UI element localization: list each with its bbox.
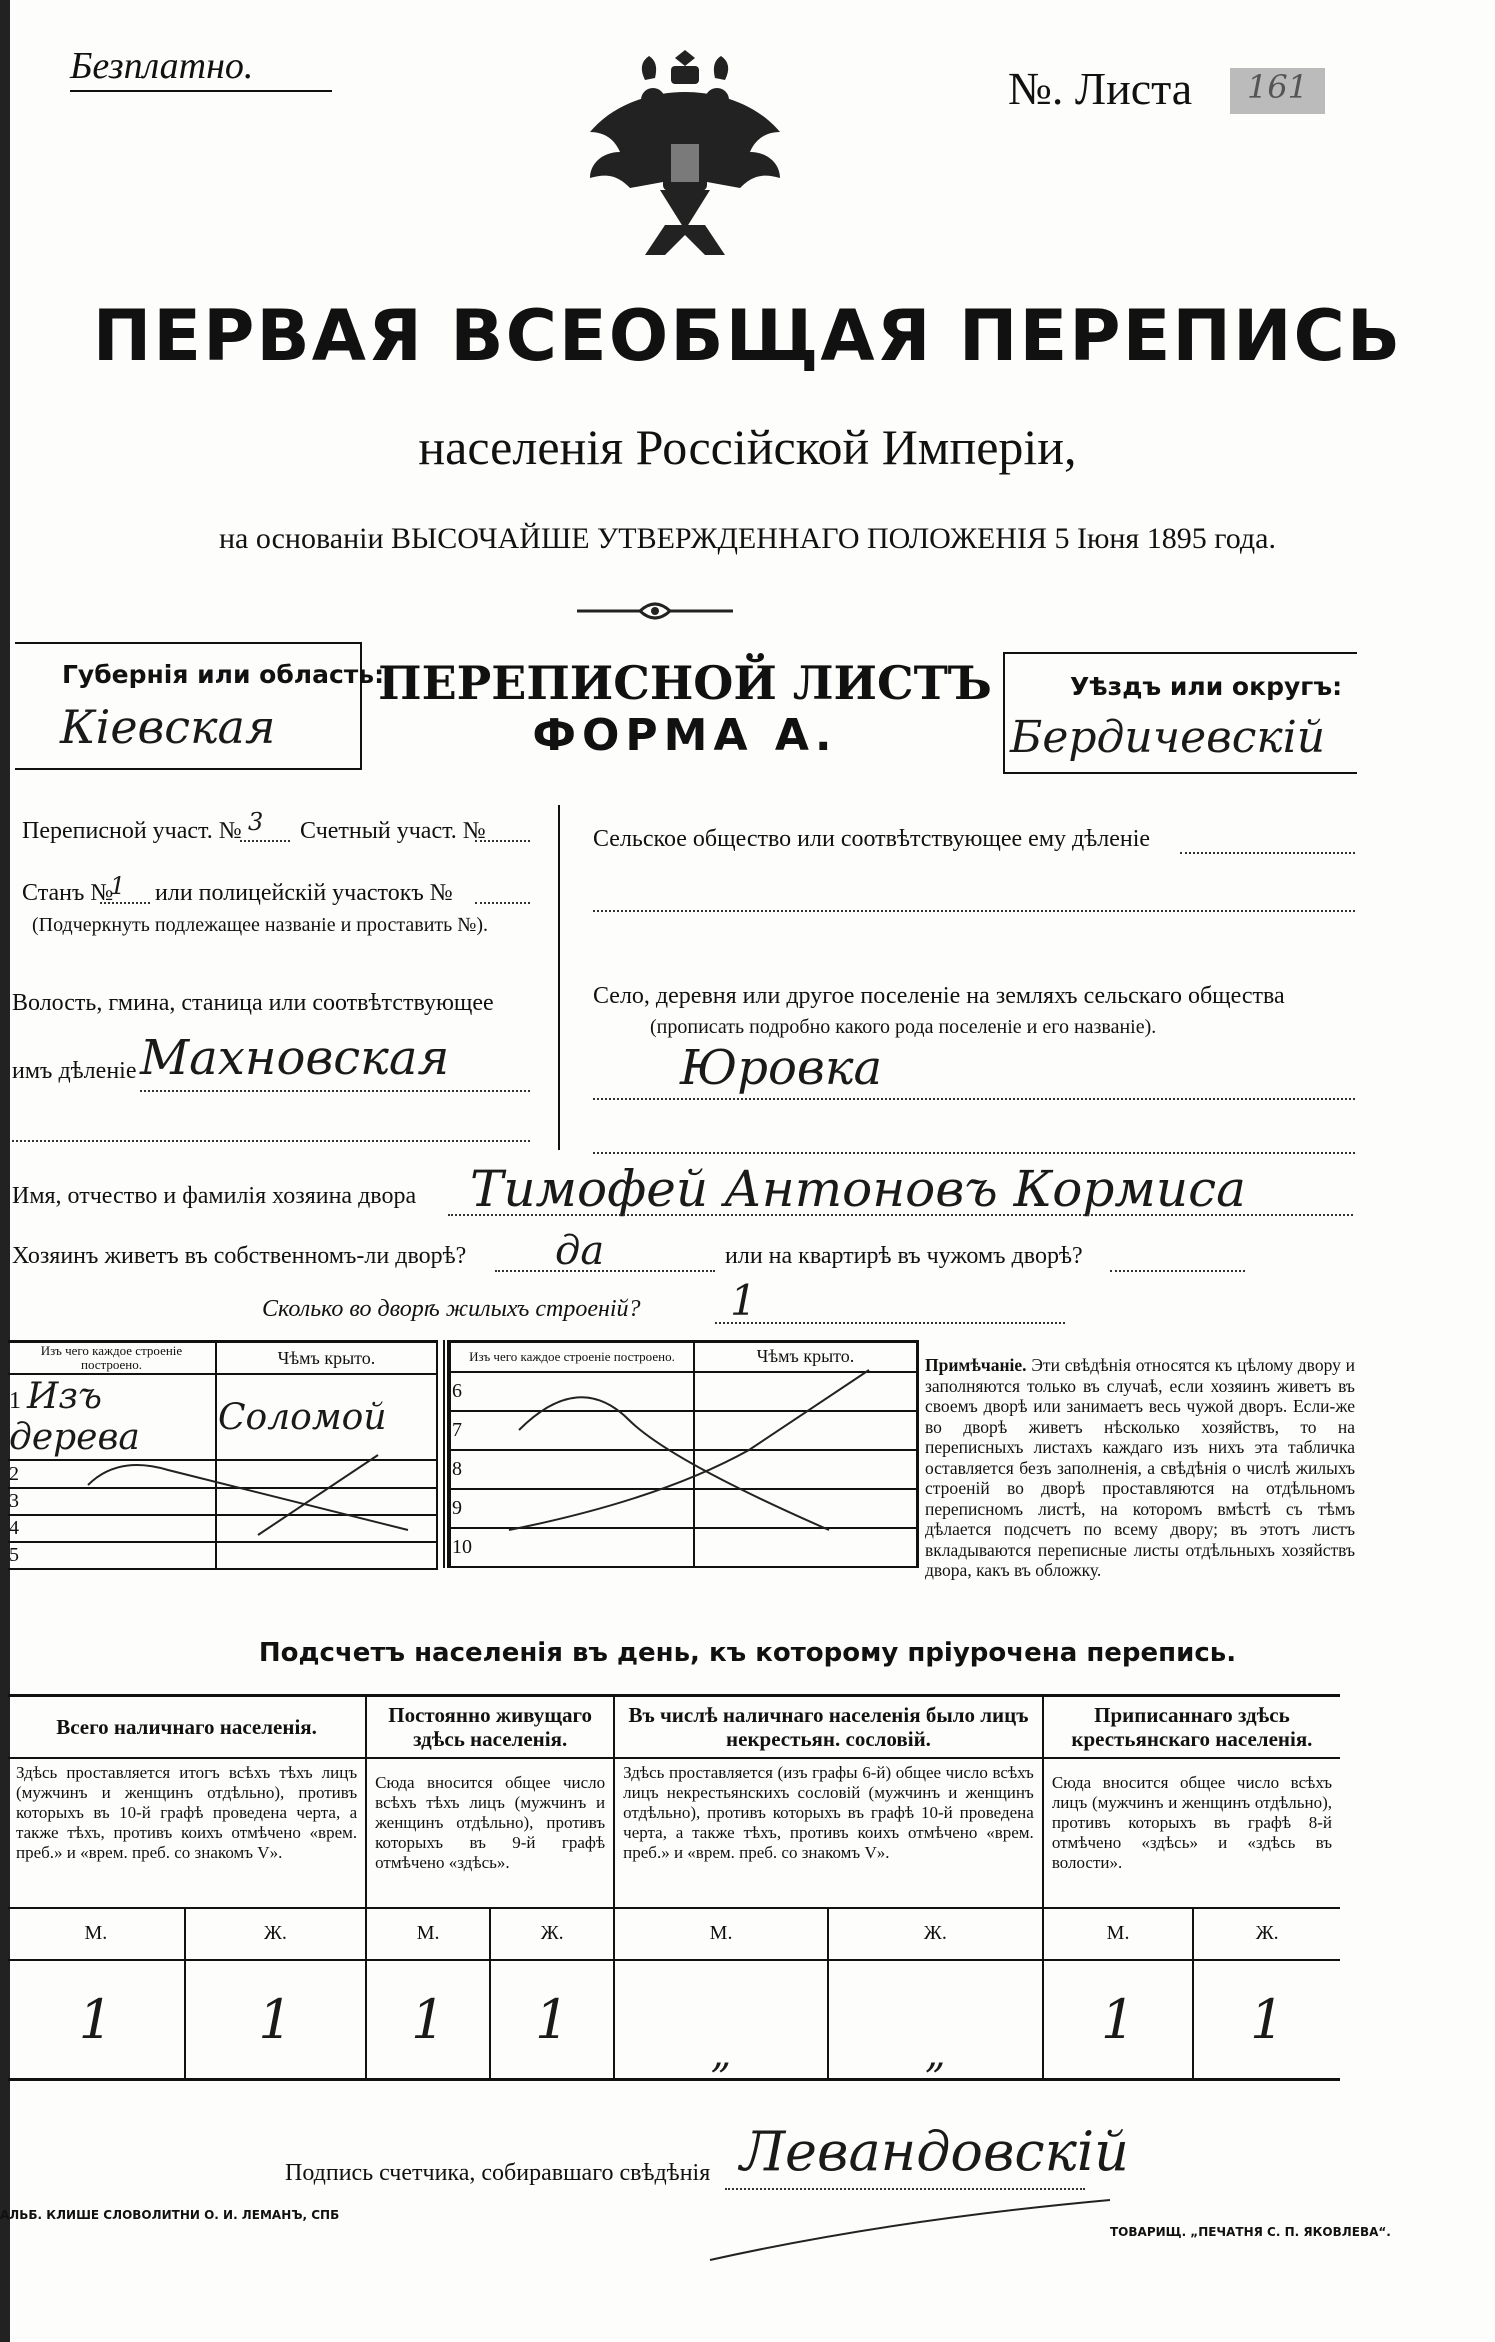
sheet-no-label: №. Листа	[1008, 63, 1193, 114]
strike-marks-left	[8, 1340, 438, 1570]
main-title: ПЕРВАЯ ВСЕОБЩАЯ ПЕРЕПИСЬ	[92, 295, 1403, 377]
registered-f-value: 1	[1193, 1960, 1340, 2080]
note-block	[925, 1355, 1355, 1581]
signature-label: Подпись счетчика, собиравшаго свѣдѣнія	[285, 2160, 711, 2186]
stan-label: Станъ №	[22, 880, 114, 906]
table-row: 3	[8, 1488, 437, 1515]
volost-label-2: имъ дѣленіе	[12, 1058, 137, 1084]
table-row: 2	[8, 1460, 437, 1487]
volost-label-1: Волость, гмина, станица или соотвѣтствующее	[12, 990, 494, 1016]
col-permanent-title: Постоянно живущаго здѣсь населенія.	[366, 1696, 614, 1758]
population-heading: Подсчетъ населенія въ день, къ которому пріурочена перепись.	[258, 1638, 1237, 1668]
count-section-label: Счетный участ. №	[300, 818, 486, 844]
census-section-label: Переписной участ. №	[22, 818, 242, 844]
ornament-divider	[575, 598, 735, 624]
society-label: Сельское общество или соотвѣтствующее ему дѣленіе	[593, 826, 1151, 852]
buildings-label: Сколько во дворѣ жилыхъ строеній?	[262, 1296, 641, 1322]
free-label: Безплатно.	[70, 45, 254, 87]
table-row: 5	[8, 1542, 437, 1569]
village-label: Село, деревня или другое поселеніе на земляхъ сельскаго общества	[593, 983, 1285, 1009]
footer-right: ТОВАРИЩ. „ПЕЧАТНЯ С. П. ЯКОВЛЕВА“.	[1110, 2225, 1391, 2239]
gubernia-value: Кіевская	[60, 700, 276, 754]
rented-label: или на квартирѣ въ чужомъ дворѣ?	[725, 1243, 1083, 1269]
uezd-label: Уѣздъ или округъ:	[1070, 672, 1343, 701]
fields-divider	[558, 805, 560, 1150]
col-total-desc: Здѣсь проставляется итогъ всѣхъ тѣхъ лицъ (мужчинъ и женщинъ отдѣльно), противъ которыхъ въ 10-й графѣ проведена черта, а также тѣхъ, противъ коихъ отмѣчено «врем. преб.» и «врем. преб. со знакомъ V».	[8, 1758, 366, 1908]
noncitizen-m-value: „	[614, 1960, 828, 2080]
sheet-no-value: 161	[1230, 68, 1325, 114]
table-row: 9	[450, 1489, 918, 1528]
col-registered-desc: Сюда вносится общее число всѣхъ лицъ (мужчинъ и женщинъ отдѣльно), противъ которыхъ въ графѣ 8-й отмѣчено «здѣсь» и «здѣсь въ волости».	[1051, 1772, 1332, 1872]
census-section-value: 3	[248, 808, 264, 836]
total-f-value: 1	[185, 1960, 366, 2080]
uezd-value: Бердичевскій	[1010, 712, 1326, 763]
subtitle: населенія Россійской Имперіи,	[418, 419, 1077, 475]
permanent-m-value: 1	[366, 1960, 490, 2080]
note-text: Эти свѣдѣнія относятся къ цѣлому двору и заполняются только въ случаѣ, если хозяинъ живетъ въ своемъ дворѣ или занимаетъ весь чужой дворъ. Если-же во дворѣ живетъ нѣсколько хозяйствъ, то на переписныхъ листахъ каждаго изъ нихъ эта табличка оставляется безъ заполненія, а свѣдѣнія о числѣ жилыхъ строеній во дворѣ проставляются на отдѣльномъ переписномъ листѣ, на которомъ вмѣстѣ съ тѣмъ дѣлается подсчетъ по всему двору; въ этотъ листъ вкладываются переписные листы отдѣльныхъ хозяйствъ двора, какъ въ обложку.	[925, 1355, 1355, 1580]
footer-left: АЛЬБ. КЛИШЕ СЛОВОЛИТНИ О. И. ЛЕМАНЪ, СПБ	[0, 2208, 340, 2222]
stan-value: 1	[110, 872, 126, 900]
col-permanent-desc: Сюда вносится общее число всѣхъ тѣхъ лицъ (мужчинъ и женщинъ отдѣльно), противъ которыхъ въ 9-й графѣ отмѣчено «здѣсь».	[366, 1758, 614, 1908]
col-registered-title: Приписаннаго здѣсь крестьянскаго населенія.	[1043, 1696, 1340, 1758]
gubernia-label: Губернія или область:	[62, 660, 385, 689]
volost-value: Махновская	[140, 1030, 450, 1086]
table-row: 10	[450, 1528, 918, 1567]
note-heading: Примѣчаніе.	[925, 1355, 1027, 1375]
free-underline	[70, 90, 332, 92]
buildings-value: 1	[730, 1276, 757, 1325]
own-yard-value: да	[555, 1228, 605, 1274]
signature-flourish	[700, 2190, 1120, 2270]
table-row: 7	[450, 1411, 918, 1450]
village-note: (прописать подробно какого рода поселеніе и его названіе).	[650, 1016, 1157, 1038]
population-table: Всего наличнаго населенія. Постоянно живущаго здѣсь населенія. Въ числѣ наличнаго населенія было лицъ некрестьян. сословій. Приписаннаго здѣсь крестьянскаго населенія. Здѣсь проставляется итогъ всѣхъ тѣхъ лицъ (мужчинъ и женщинъ отдѣльно), противъ которыхъ въ 10-й графѣ проведена черта, а также тѣхъ, противъ коихъ отмѣчено «врем. преб.» и «врем. преб. со знакомъ V». Сюда вносится общее число всѣхъ тѣхъ лицъ (мужчинъ и женщинъ отдѣльно), противъ которыхъ въ 9-й графѣ отмѣчено «здѣсь». Здѣсь проставляется (изъ графы 6-й) общее число всѣхъ лицъ некрестьянскихъ сословій (мужчинъ и женщинъ отдѣльно), противъ которыхъ въ графѣ 10-й проведена черта, а также тѣхъ, противъ коихъ отмѣчено «врем. преб.» и «врем. преб. со знакомъ V». Сюда вносится общее число всѣхъ лицъ (мужчинъ и женщинъ отдѣльно), противъ которыхъ въ графѣ 8-й отмѣчено «здѣсь» и «здѣсь въ волости». М. Ж. М. Ж. М. Ж. М. Ж. 1 1 1 1 „ „ 1 1	[8, 1694, 1340, 2081]
table-row: 1 Изъ дерева Соломой	[8, 1374, 437, 1460]
owner-name-label: Имя, отчество и фамилія хозяина двора	[12, 1183, 417, 1209]
col-total-title: Всего наличнаго населенія.	[8, 1696, 366, 1758]
owner-name-value: Тимофей Антоновъ Кормиса	[470, 1160, 1246, 1218]
total-m-value: 1	[8, 1960, 185, 2080]
registered-m-value: 1	[1043, 1960, 1194, 2080]
basis-line: на основаніи ВЫСОЧАЙШЕ УТВЕРЖДЕННАГО ПОЛОЖЕНІЯ 5 Іюня 1895 года.	[219, 522, 1276, 555]
col-material-header: Изъ чего каждое строеніе построено.	[8, 1342, 216, 1375]
table-row: 6	[450, 1372, 918, 1411]
col-roof-header: Чѣмъ крыто.	[216, 1342, 437, 1375]
roof-value: Соломой	[218, 1396, 387, 1438]
col-noncitizen-desc: Здѣсь проставляется (изъ графы 6-й) общее число всѣхъ лицъ некрестьянскихъ сословій (мужчинъ и женщинъ отдѣльно), противъ которыхъ въ графѣ 10-й проведена черта, а также тѣхъ, противъ коихъ отмѣчено «врем. преб.» и «врем. преб. со знакомъ V».	[614, 1758, 1043, 1908]
police-label: или полицейскій участокъ №	[155, 880, 453, 906]
buildings-table-right: Изъ чего каждое строеніе построено. Чѣмъ крыто. 6 7 8 9 10	[443, 1340, 919, 1568]
material-value: Изъ дерева	[9, 1376, 140, 1459]
underline-note: (Подчеркнуть подлежащее названіе и проставить №).	[32, 914, 488, 936]
noncitizen-f-value: „	[828, 1960, 1043, 2080]
signature-value: Левандовскій	[740, 2120, 1129, 2183]
form-name: ФОРМА А.	[532, 710, 838, 761]
village-value: Юровка	[680, 1040, 883, 1096]
permanent-f-value: 1	[490, 1960, 614, 2080]
table-row: 4	[8, 1515, 437, 1542]
own-yard-label: Хозяинъ живетъ въ собственномъ-ли дворѣ?	[12, 1243, 467, 1269]
form-title: ПЕРЕПИСНОЙ ЛИСТЪ	[378, 656, 992, 710]
double-headed-eagle-emblem	[575, 40, 795, 270]
strike-marks-right	[449, 1340, 909, 1568]
col-noncitizen-title: Въ числѣ наличнаго населенія было лицъ некрестьян. сословій.	[614, 1696, 1043, 1758]
table-row: 8	[450, 1450, 918, 1489]
